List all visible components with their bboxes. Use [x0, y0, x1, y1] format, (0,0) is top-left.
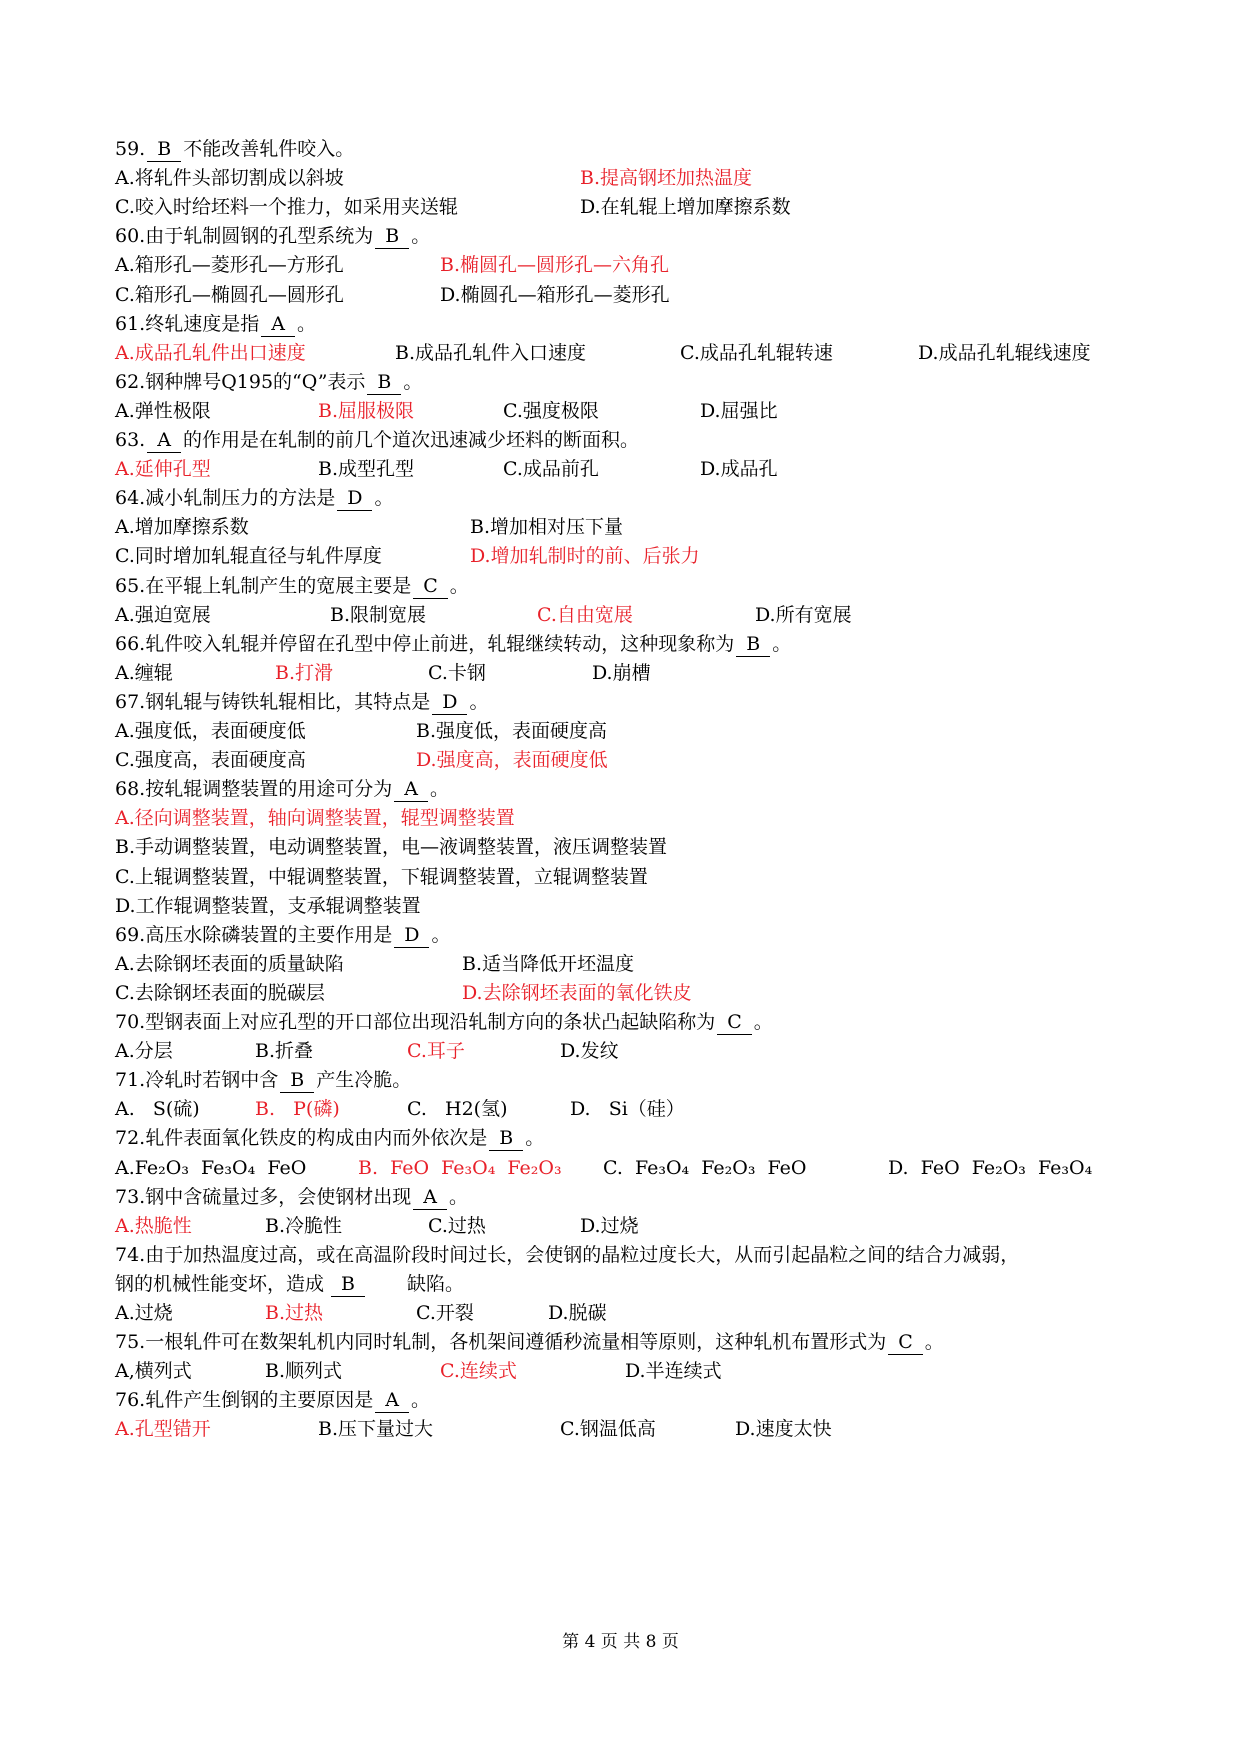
answer-blank: A: [413, 1185, 447, 1210]
correct-option: A.孔型错开: [115, 1418, 211, 1441]
options-row: [0, 337, 1241, 369]
option: B.顺列式: [265, 1360, 343, 1383]
question-stem-text: 66.轧件咬入轧辊并停留在孔型中停止前进，轧辊继续转动，这种现象称为 B 。: [115, 632, 792, 655]
option: B.成型孔型: [318, 458, 415, 481]
option: D.过烧: [580, 1214, 639, 1237]
correct-option: A.成品孔轧件出口速度: [115, 341, 306, 364]
question-stem-q70: [0, 1006, 1241, 1038]
options-row: [0, 191, 1241, 223]
option: B.压下量过大: [318, 1418, 434, 1441]
option: A.强度低，表面硬度低: [115, 720, 306, 742]
question-stem-text: 65.在平辊上轧制产生的宽展主要是 C 。: [115, 574, 469, 597]
question-stem-text: 74.由于加热温度过高，或在高温阶段时间过长，会使钢的晶粒过度长大，从而引起晶粒之间的结合力减弱，: [115, 1243, 1020, 1266]
option: D. FeO Fe₂O₃ Fe₃O₄: [888, 1156, 1093, 1179]
correct-option: C.耳子: [407, 1040, 465, 1063]
question-stem-q64: [0, 482, 1241, 514]
option: B.折叠: [255, 1040, 314, 1063]
options-row: [0, 1355, 1241, 1387]
options-row: [0, 249, 1241, 281]
question-stem-q75: [0, 1326, 1241, 1358]
option: C.去除钢坯表面的脱碳层: [115, 981, 325, 1004]
options-row: [0, 1093, 1241, 1125]
question-stem-text: 61.终轧速度是指 A 。: [115, 312, 316, 335]
option: D.成品孔: [700, 458, 778, 481]
option: D.屈强比: [700, 399, 778, 422]
option: C.强度极限: [503, 399, 599, 422]
option: D. Si（硅）: [570, 1098, 685, 1121]
options-row: [0, 279, 1241, 311]
question-stem-q66: [0, 628, 1241, 660]
option: B.手动调整装置，电动调整装置，电—液调整装置，液压调整装置: [115, 836, 668, 859]
option: D.半连续式: [625, 1360, 722, 1383]
answer-blank: A: [394, 777, 428, 802]
option: D.速度太快: [735, 1418, 832, 1441]
option: D.工作辊调整装置，支承辊调整装置: [115, 894, 421, 917]
correct-option: B. FeO Fe₃O₄ Fe₂O₃: [358, 1156, 562, 1179]
option: A.缠辊: [115, 661, 173, 684]
correct-option: B.屈服极限: [318, 399, 415, 422]
question-stem-text: 60.由于轧制圆钢的孔型系统为 B 。: [115, 225, 431, 248]
answer-blank: C: [717, 1010, 752, 1035]
question-stem-text: 72.轧件表面氧化铁皮的构成由内而外依次是 B 。: [115, 1127, 545, 1150]
options-row: [0, 802, 1241, 834]
answer-blank: B: [367, 370, 401, 395]
option: D.发纹: [560, 1040, 619, 1063]
page-footer: 第 4 页 共 8 页: [562, 1632, 679, 1652]
question-stem-q60: [0, 220, 1241, 252]
answer-blank: A: [261, 312, 295, 337]
option: C.上辊调整装置，中辊调整装置，下辊调整装置，立辊调整装置: [115, 865, 648, 888]
option: A. S(硫): [115, 1098, 200, 1121]
option: C.箱形孔—椭圆孔—圆形孔: [115, 283, 344, 306]
correct-option: A.径向调整装置，轴向调整装置，辊型调整装置: [115, 807, 515, 830]
answer-blank: B: [331, 1272, 365, 1297]
option: A,横列式: [115, 1360, 192, 1383]
options-row: [0, 715, 1241, 747]
option: A.分层: [115, 1040, 173, 1063]
options-row: [0, 977, 1241, 1009]
answer-blank-wrap: [329, 1268, 367, 1300]
options-row: [0, 511, 1241, 543]
question-stem-q68: [0, 773, 1241, 805]
question-stem-text: 62.钢种牌号Q195的“Q”表示 B 。: [115, 370, 423, 393]
correct-option: C.自由宽展: [537, 603, 633, 626]
answer-blank: B: [736, 632, 770, 657]
option: D.脱碳: [548, 1302, 607, 1324]
correct-option: B.打滑: [275, 661, 334, 684]
question-stem-q61: [0, 308, 1241, 340]
question-stem-text: 69.高压水除磷装置的主要作用是 D 。: [115, 923, 451, 946]
answer-blank: A: [375, 1388, 409, 1413]
question-stem-text: 64.减小轧制压力的方法是 D 。: [115, 487, 394, 510]
question-stem-q69: [0, 919, 1241, 951]
options-row: [0, 162, 1241, 194]
option: 钢的机械性能变坏，造成: [115, 1272, 325, 1295]
correct-option: A.热脆性: [115, 1214, 192, 1237]
correct-option: D.增加轧制时的前、后张力: [470, 545, 700, 568]
options-row: [0, 395, 1241, 427]
correct-option: D.去除钢坯表面的氧化铁皮: [462, 981, 692, 1004]
answer-blank: B: [375, 224, 409, 249]
option: A.去除钢坯表面的质量缺陷: [115, 952, 344, 975]
options-row: [0, 744, 1241, 776]
option: D.椭圆孔—箱形孔—菱形孔: [440, 283, 670, 306]
options-row: [0, 1152, 1241, 1184]
option: 缺陷。: [407, 1272, 465, 1295]
option: C.成品孔轧辊转速: [680, 341, 833, 364]
question-stem-text: 68.按轧辊调整装置的用途可分为 A 。: [115, 778, 449, 801]
option: C.钢温低高: [560, 1418, 656, 1441]
option: C.开裂: [416, 1302, 474, 1324]
option: C.成品前孔: [503, 458, 599, 481]
option: A.增加摩擦系数: [115, 516, 249, 539]
options-row: [0, 1297, 1241, 1329]
option: A.箱形孔—菱形孔—方形孔: [115, 254, 344, 277]
answer-blank: B: [280, 1068, 314, 1093]
option: B.成品孔轧件入口速度: [395, 341, 587, 364]
option: D.成品孔轧辊线速度: [918, 341, 1091, 364]
options-row: [0, 1413, 1241, 1445]
option: C.咬入时给坯料一个推力，如采用夹送辊: [115, 196, 458, 219]
question-stem-q67: [0, 686, 1241, 718]
option: A.将轧件头部切割成以斜坡: [115, 167, 344, 190]
option: C.卡钢: [428, 661, 486, 684]
option: D.崩槽: [592, 661, 651, 684]
option: B.强度低，表面硬度高: [416, 720, 608, 742]
option: D.在轧辊上增加摩擦系数: [580, 196, 791, 219]
question-stem-text: 71.冷轧时若钢中含 B 产生冷脆。: [115, 1069, 412, 1092]
options-row: [0, 540, 1241, 572]
question-stem-text: 67.钢轧辊与铸铁轧辊相比，其特点是 D 。: [115, 690, 489, 713]
answer-blank: C: [413, 574, 448, 599]
question-stem-text: 59. B 不能改善轧件咬入。: [115, 138, 355, 160]
option: B.限制宽展: [330, 603, 427, 626]
option: C.同时增加轧辊直径与轧件厚度: [115, 545, 382, 568]
correct-option: C.连续式: [440, 1360, 517, 1383]
option: B.增加相对压下量: [470, 516, 624, 539]
correct-option: A.延伸孔型: [115, 458, 211, 481]
question-stem-text: 73.钢中含硫量过多，会使钢材出现 A 。: [115, 1185, 468, 1208]
options-row: [0, 657, 1241, 689]
options-row: [0, 599, 1241, 631]
option: D.所有宽展: [755, 603, 852, 626]
question-stem-text: 75.一根轧件可在数架轧机内同时轧制，各机架间遵循秒流量相等原则，这种轧机布置形式为 C 。: [115, 1331, 944, 1354]
options-row: [0, 861, 1241, 893]
answer-blank: D: [432, 690, 467, 715]
option: C.强度高，表面硬度高: [115, 749, 306, 772]
answer-blank: D: [394, 923, 429, 948]
correct-option: B.过热: [265, 1302, 324, 1324]
correct-option: B. P(磷): [255, 1098, 340, 1121]
question-stem-q65: [0, 570, 1241, 602]
option: B.适当降低开坯温度: [462, 952, 635, 975]
option: A.过烧: [115, 1302, 173, 1324]
question-stem-q71: [0, 1064, 1241, 1096]
option: A.弹性极限: [115, 399, 211, 422]
option: C. Fe₃O₄ Fe₂O₃ FeO: [603, 1156, 807, 1179]
correct-option: D.强度高，表面硬度低: [416, 749, 608, 772]
question-stem-text: 76.轧件产生倒钢的主要原因是 A 。: [115, 1389, 430, 1412]
question-stem-q63: [0, 424, 1241, 456]
option: B.冷脆性: [265, 1214, 343, 1237]
question-stem-q74: [0, 1239, 1241, 1271]
question-stem-q73: [0, 1181, 1241, 1213]
option: C.过热: [428, 1214, 486, 1237]
options-row: [0, 1035, 1241, 1067]
options-row: [0, 453, 1241, 485]
option: A.强迫宽展: [115, 603, 211, 626]
answer-blank: C: [888, 1330, 923, 1355]
option: A.Fe₂O₃ Fe₃O₄ FeO: [115, 1156, 307, 1179]
question-stem-q59: [0, 133, 1241, 165]
option: C. H2(氢): [407, 1098, 508, 1121]
correct-option: B.提高钢坯加热温度: [580, 167, 753, 190]
question-stem-q76: [0, 1384, 1241, 1416]
options-row: [0, 948, 1241, 980]
answer-blank: B: [489, 1126, 523, 1151]
question-stem-text: 70.型钢表面上对应孔型的开口部位出现沿轧制方向的条状凸起缺陷称为 C 。: [115, 1011, 773, 1033]
question-stem-q62: [0, 366, 1241, 398]
options-row: [0, 831, 1241, 863]
answer-blank: B: [147, 137, 181, 162]
question-stem-q72: [0, 1122, 1241, 1154]
options-row: [0, 1268, 1241, 1300]
options-row: [0, 1210, 1241, 1242]
options-row: [0, 890, 1241, 922]
answer-blank: A: [147, 428, 181, 453]
answer-blank: D: [337, 486, 372, 511]
correct-option: B.椭圆孔—圆形孔—六角孔: [440, 254, 670, 277]
question-stem-text: 63. A 的作用是在轧制的前几个道次迅速减少坯料的断面积。: [115, 429, 639, 451]
